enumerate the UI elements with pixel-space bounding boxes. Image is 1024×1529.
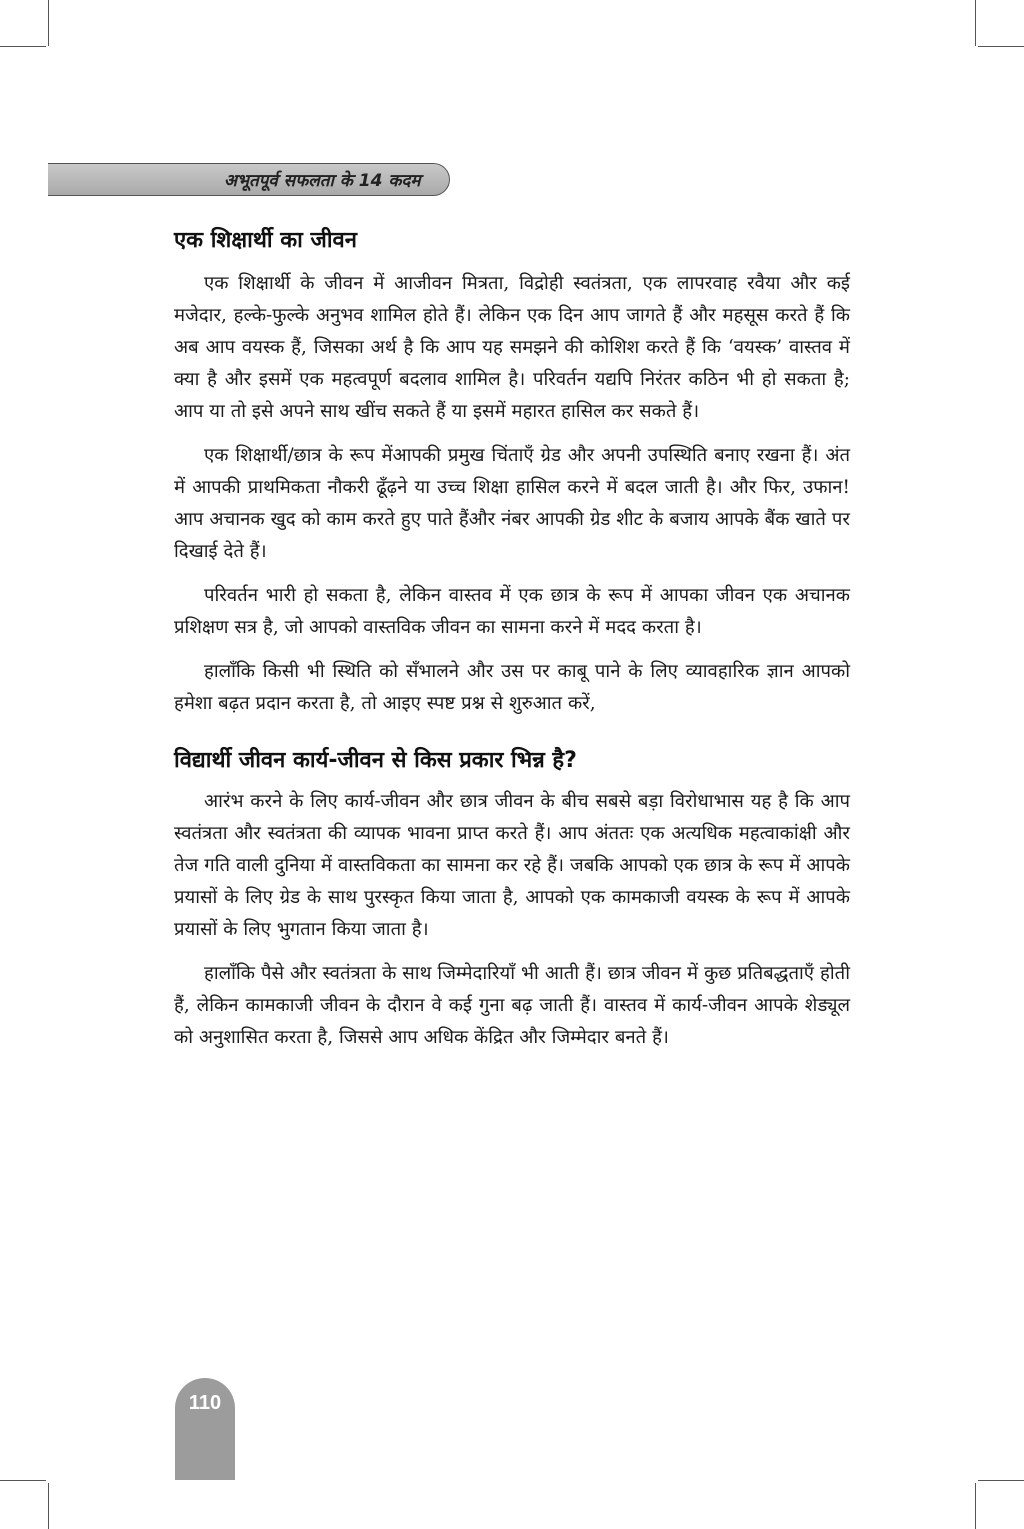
paragraph: आरंभ करने के लिए कार्य-जीवन और छात्र जीवन के बीच सबसे बड़ा विरोधाभास यह है कि आप स्वतंत्रता और स्वतंत्रता की व्यापक भावना प्राप्त करते हैं। आप अंततः एक अत्यधिक महत्वाकांक्षी और तेज गति वाली दुनिया में वास्तविकता का सामना कर रहे हैं। जबकि आपको एक छात्र के रूप में आपके प्रयासों के लिए ग्रेड के साथ पुरस्कृत किया जाता है, आपको एक कामकाजी वयस्क के रूप में आपके प्रयासों के लिए भुगतान किया जाता है। <box>174 791 850 940</box>
crop-mark-top-left-h <box>0 46 46 47</box>
paragraph: हालाँकि किसी भी स्थिति को सँभालने और उस पर काबू पाने के लिए व्यावहारिक ज्ञान आपको हमेशा बढ़त प्रदान करता है, तो आइए स्पष्ट प्रश्न से शुरुआत करें, <box>174 661 850 714</box>
crop-mark-top-right-h <box>978 46 1024 47</box>
crop-mark-bottom-left-h <box>0 1480 46 1481</box>
crop-mark-bottom-right <box>975 1483 976 1529</box>
paragraph: परिवर्तन भारी हो सकता है, लेकिन वास्तव में एक छात्र के रूप में आपका जीवन एक अचानक प्रशिक्षण सत्र है, जो आपको वास्तविक जीवन का सामना करने में मदद करता है। <box>174 585 850 638</box>
crop-mark-top-right <box>975 0 976 46</box>
paragraph: हालाँकि पैसे और स्वतंत्रता के साथ जिम्मेदारियाँ भी आती हैं। छात्र जीवन में कुछ प्रतिबद्धताएँ होती हैं, लेकिन कामकाजी जीवन के दौरान वे कई गुना बढ़ जाती हैं। वास्तव में कार्य-जीवन आपके शेड्यूल को अनुशासित करता है, जिससे आप अधिक केंद्रित और जिम्मेदार बनते हैं। <box>174 963 850 1048</box>
running-head-bar <box>48 163 450 196</box>
paragraph: एक शिक्षार्थी/छात्र के रूप मेंआपकी प्रमुख चिंताएँ ग्रेड और अपनी उपस्थिति बनाए रखना हैं। अंत में आपकी प्राथमिकता नौकरी ढूँढ़ने या उच्च शिक्षा हासिल करने में बदल जाती है। और फिर, उफान! आप अचानक खुद को काम करते हुए पाते हैंऔर नंबर आपकी ग्रेड शीट के बजाय आपके बैंक खाते पर दिखाई देते हैं। <box>174 445 850 562</box>
page-body <box>174 224 850 1066</box>
crop-mark-bottom-left <box>48 1483 49 1529</box>
crop-mark-top-left <box>48 0 49 46</box>
page-number-tab <box>175 1378 235 1480</box>
crop-mark-bottom-right-h <box>978 1480 1024 1481</box>
section-heading-learner-life: एक शिक्षार्थी का जीवन <box>174 228 357 253</box>
section-heading-student-vs-work-life: विद्यार्थी जीवन कार्य-जीवन से किस प्रकार भिन्न है? <box>174 748 577 773</box>
running-head-title: अभूतपूर्व सफलता के 14 कदम <box>224 171 421 191</box>
paragraph: एक शिक्षार्थी के जीवन में आजीवन मित्रता, विद्रोही स्वतंत्रता, एक लापरवाह रवैया और कई मजेदार, हल्के-फुल्के अनुभव शामिल होते हैं। लेकिन एक दिन आप जागते हैं और महसूस करते हैं कि अब आप वयस्क हैं, जिसका अर्थ है कि आप यह समझने की कोशिश करते हैं कि ‘वयस्क’ वास्तव में क्या है और इसमें एक महत्वपूर्ण बदलाव शामिल है। परिवर्तन यद्यपि निरंतर कठिन भी हो सकता है; आप या तो इसे अपने साथ खींच सकते हैं या इसमें महारत हासिल कर सकते हैं। <box>174 273 850 422</box>
page-number: 110 <box>188 1392 222 1414</box>
